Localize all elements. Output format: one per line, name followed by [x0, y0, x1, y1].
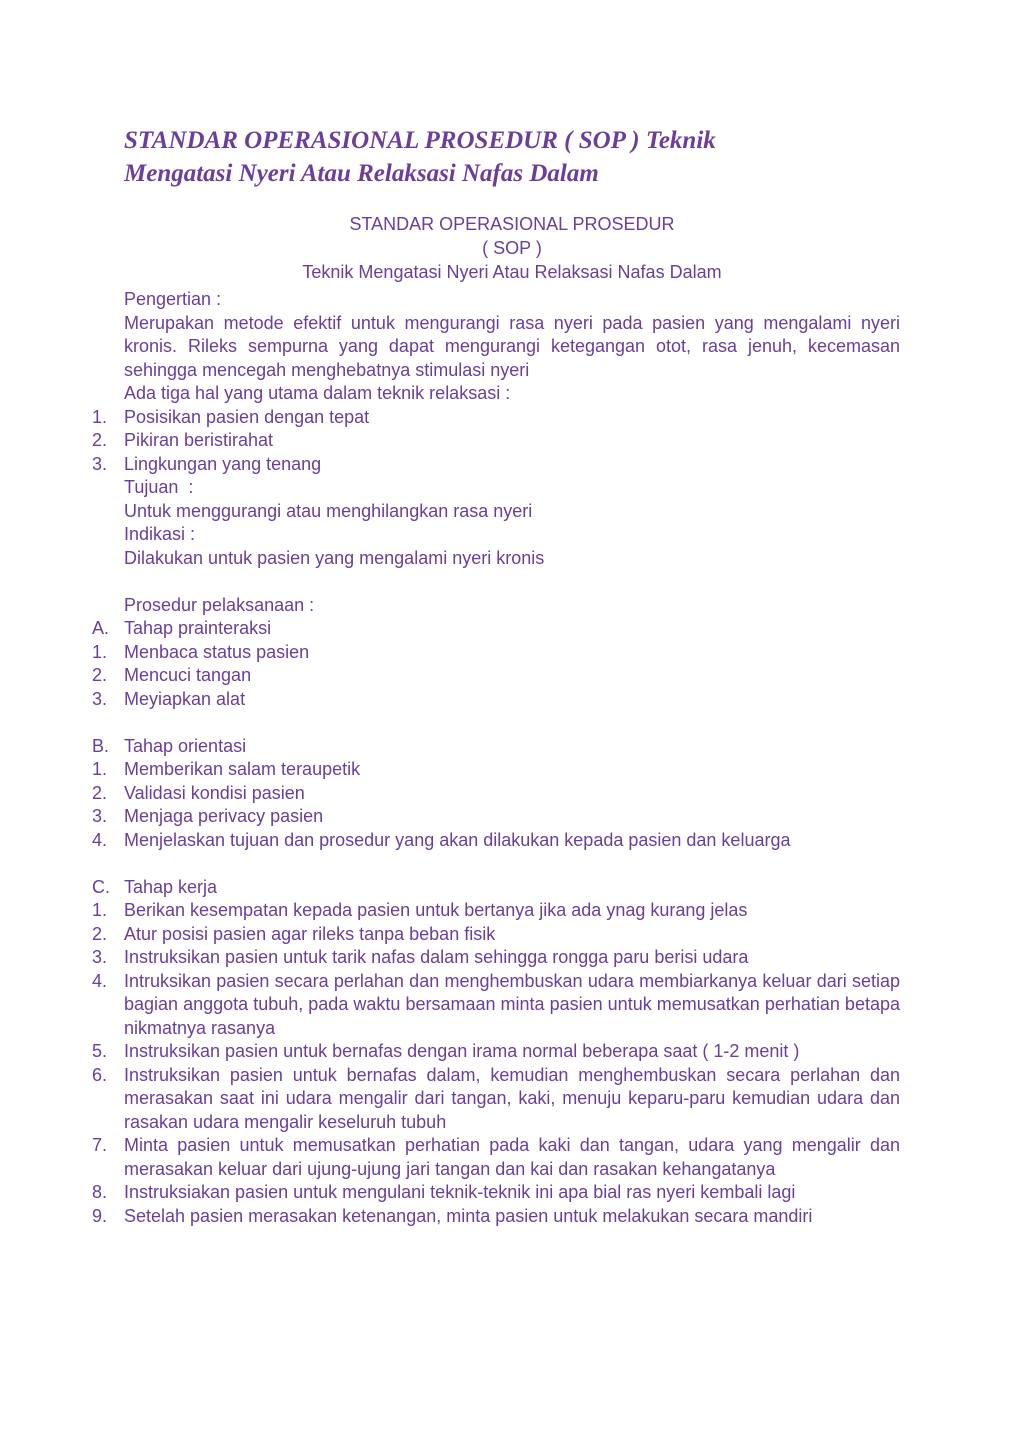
tujuan-text-line — [0, 500, 1024, 524]
list-item — [0, 805, 1024, 829]
list-item — [0, 664, 1024, 688]
list-item-number: 3. — [92, 806, 108, 826]
section-heading — [0, 617, 1024, 641]
list-item-number: 8. — [92, 1182, 108, 1202]
tujuan-text: Untuk menggurangi atau menghilangkan rasa nyeri — [124, 500, 533, 521]
heading-line3: Teknik Mengatasi Nyeri Atau Relaksasi Nafas Dalam — [302, 262, 722, 282]
document-title-line2: Mengatasi Nyeri Atau Relaksasi Nafas Dalam — [124, 160, 599, 187]
list-item-text: Instruksiakan pasien untuk mengulani teknik-teknik ini apa bial ras nyeri kembali lagi — [124, 1182, 796, 1202]
list-item — [0, 688, 1024, 712]
list-item-text: Minta pasien untuk memusatkan perhatian pada kaki dan tangan, udara yang mengalir dan merasakan keluar dari ujung-ujung jari tangan dan kai dan rasakan kehangatanya — [124, 1135, 900, 1179]
list-item — [0, 1134, 1024, 1181]
list-item-text: Menjelaskan tujuan dan prosedur yang akan dilakukan kepada pasien dan keluarga — [124, 829, 791, 850]
list-item — [0, 453, 1024, 477]
heading-line1: STANDAR OPERASIONAL PROSEDUR — [349, 214, 675, 234]
section-letter: C. — [92, 876, 110, 897]
section-title: Tahap prainteraksi — [124, 618, 272, 638]
spacer — [0, 852, 1024, 876]
list-item-text: Pikiran beristirahat — [124, 430, 274, 450]
list-item-text: Instruksikan pasien untuk tarik nafas dalam sehingga rongga paru berisi udara — [124, 947, 749, 967]
indikasi-label: Indikasi : — [124, 524, 196, 544]
list-item-text: Meyiapkan alat — [124, 688, 246, 709]
list-item-number: 3. — [92, 688, 108, 709]
list-item — [0, 923, 1024, 947]
list-item — [0, 970, 1024, 1041]
list-item-number: 1. — [92, 406, 108, 427]
list-item-number: 6. — [92, 1064, 108, 1085]
list-item-text: Setelah pasien merasakan ketenangan, minta pasien untuk melakukan secara mandiri — [124, 1205, 813, 1226]
list-item-number: 3. — [92, 947, 108, 967]
list-item-text: Instruksikan pasien untuk bernafas dengan irama normal beberapa saat ( 1-2 menit ) — [124, 1041, 800, 1061]
section-heading — [0, 735, 1024, 759]
list-item — [0, 758, 1024, 782]
list-item-text: Mencuci tangan — [124, 665, 252, 685]
list-item-number: 1. — [92, 641, 108, 662]
list-item-number: 2. — [92, 430, 108, 450]
list-item-text: Atur posisi pasien agar rileks tanpa beban fisik — [124, 923, 496, 944]
tujuan-label: Tujuan : — [124, 477, 194, 497]
pengertian-intro: Ada tiga hal yang utama dalam teknik relaksasi : — [124, 383, 511, 403]
list-item — [0, 782, 1024, 806]
pengertian-label: Pengertian : — [124, 289, 222, 309]
list-item — [0, 946, 1024, 970]
list-item-number: 3. — [92, 453, 108, 474]
list-item-text: Posisikan pasien dengan tepat — [124, 406, 370, 427]
list-item-text: Lingkungan yang tenang — [124, 453, 322, 474]
document-title-line1: STANDAR OPERASIONAL PROSEDUR ( SOP ) Teknik — [124, 127, 716, 154]
list-item-text: Validasi kondisi pasien — [124, 782, 305, 803]
list-item-number: 1. — [92, 759, 108, 779]
list-item-number: 4. — [92, 829, 108, 850]
prosedur-label: Prosedur pelaksanaan : — [124, 594, 315, 615]
indikasi-label-line — [0, 523, 1024, 547]
prosedur-label-line — [0, 594, 1024, 618]
list-item — [0, 899, 1024, 923]
spacer — [0, 570, 1024, 594]
tujuan-label-line — [0, 476, 1024, 500]
section-letter: A. — [92, 618, 110, 638]
list-item — [0, 1205, 1024, 1229]
list-item-text: Menbaca status pasien — [124, 641, 310, 662]
list-item-text: Instruksikan pasien untuk bernafas dalam, kemudian menghembuskan secara perlahan dan merasakan saat ini udara mengalir dari tangan, kaki, menuju keparu-paru kemudian udara dan rasakan udara mengalir keseluruh tubuh — [124, 1064, 900, 1132]
document-title — [124, 124, 904, 190]
list-item-number: 2. — [92, 782, 108, 803]
indikasi-text: Dilakukan untuk pasien yang mengalami nyeri kronis — [124, 547, 545, 568]
list-item-number: 5. — [92, 1041, 108, 1061]
list-item-text: Menjaga perivacy pasien — [124, 806, 324, 826]
list-item — [0, 406, 1024, 430]
list-item-text: Memberikan salam teraupetik — [124, 759, 361, 779]
list-item-number: 9. — [92, 1205, 108, 1226]
pengertian-intro-line — [0, 382, 1024, 406]
list-item — [0, 641, 1024, 665]
list-item-text: Intruksikan pasien secara perlahan dan menghembuskan udara membiarkanya keluar dari setiap bagian anggota tubuh, pada waktu bersamaan minta pasien untuk memusatkan perhatian betapa nikmatnya rasanya — [124, 970, 900, 1038]
list-item — [0, 1181, 1024, 1205]
list-item-number: 4. — [92, 970, 108, 991]
heading-line2: ( SOP ) — [482, 238, 542, 258]
pengertian-text: Merupakan metode efektif untuk mengurangi rasa nyeri pada pasien yang mengalami nyeri kronis. Rileks sempurna yang dapat mengurangi ketegangan otot, rasa jenuh, kecemasan sehingga mencegah menghebatnya stimulasi nyeri — [124, 312, 900, 380]
list-item — [0, 1040, 1024, 1064]
list-item-number: 2. — [92, 923, 108, 944]
list-item — [0, 429, 1024, 453]
indikasi-text-line — [0, 547, 1024, 571]
spacer — [0, 711, 1024, 735]
list-item — [0, 1064, 1024, 1135]
list-item-text: Berikan kesempatan kepada pasien untuk bertanya jika ada ynag kurang jelas — [124, 900, 748, 920]
list-item-number: 7. — [92, 1135, 108, 1155]
section-heading — [0, 876, 1024, 900]
list-item-number: 1. — [92, 900, 108, 920]
pengertian-label-line — [0, 288, 1024, 312]
list-item — [0, 829, 1024, 853]
section-letter: B. — [92, 735, 110, 756]
list-item-number: 2. — [92, 665, 108, 685]
section-title: Tahap kerja — [124, 876, 218, 897]
document-body — [0, 288, 1024, 1228]
section-title: Tahap orientasi — [124, 735, 247, 756]
